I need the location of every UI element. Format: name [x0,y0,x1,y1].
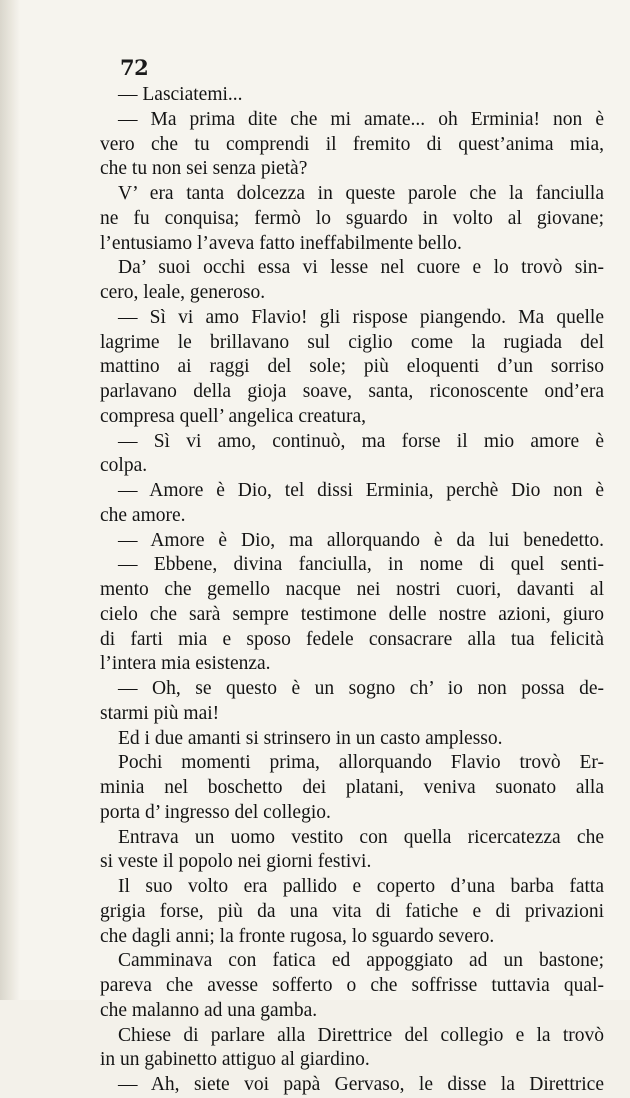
text-line: che tu non sei senza pietà? [100,158,308,180]
text-line: che malanno ad una gamba. [100,999,318,1021]
text-line: Da’ suoi occhi essa vi lesse nel cuore e lo trovò sin- [118,257,604,279]
text-line: Ed i due amanti si strinsero in un casto amplesso. [118,727,503,749]
text-line: — Ma prima dite che mi amate... oh Erminia! non è [118,108,604,130]
text-line: che dagli anni; la fronte rugosa, lo sguardo severo. [100,925,495,947]
text-line: — Oh, se questo è un sogno ch’ io non possa de- [118,678,604,699]
text-line: mattino ai raggi del sole; più eloquenti d’un sorriso [100,356,604,378]
text-line: cero, leale, generoso. [100,282,266,303]
text-line: parlavano della gioja soave, santa, riconoscente ond’era [100,381,604,402]
text-line: porta d’ ingresso del collegio. [100,801,331,823]
text-line: colpa. [100,455,148,477]
text-line: Il suo volto era pallido e coperto d’una barba fatta [118,876,604,897]
page-gutter-shadow [0,0,20,1000]
text-line: — Sì vi amo Flavio! gli rispose piangendo. Ma quelle [118,306,604,328]
text-line: pareva che avesse sofferto o che soffrisse tuttavia qual- [100,975,604,996]
text-line: — Amore è Dio, tel dissi Erminia, perchè Dio non è [118,480,604,501]
text-line: compresa quell’ angelica creatura, [100,405,366,427]
text-line: — Ebbene, divina fanciulla, in nome di quel senti- [118,554,604,576]
text-line: Chiese di parlare alla Direttrice del collegio e la trovò [118,1024,604,1046]
text-line: in un gabinetto attiguo al giardino. [100,1049,370,1071]
text-line: vero che tu comprendi il fremito di quest’anima mia, [100,133,604,155]
text-line: — Ah, siete voi papà Gervaso, le disse la Direttrice [118,1074,604,1095]
body-text [94,83,604,1098]
text-line: cielo che sarà sempre testimone delle nostre azioni, giuro [100,603,604,625]
text-line: che amore. [100,504,186,526]
text-line: ne fu conquisa; fermò lo sguardo in volto al giovane; [100,207,604,229]
text-line: grigia forse, più da una vita di fatiche e di privazioni [100,900,604,922]
text-line: — Amore è Dio, ma allorquando è da lui benedetto. [118,529,604,551]
text-line: lagrime le brillavano sul ciglio come la rugiada del [100,331,604,353]
text-line: si veste il popolo nei giorni festivi. [100,851,372,873]
text-line: Camminava con fatica ed appoggiato ad un bastone; [118,950,604,972]
text-line: starmi più mai! [100,702,220,724]
text-line: minia nel boschetto dei platani, veniva suonato alla [100,777,604,798]
text-line: l’intera mia esistenza. [100,653,271,675]
text-line: l’entusiamo l’aveva fatto ineffabilmente bello. [100,232,462,254]
text-line: — Lasciatemi... [118,84,243,105]
text-line: mento che gemello nacque nei nostri cuori, davanti al [100,579,604,600]
text-line: Pochi momenti prima, allorquando Flavio trovò Er- [118,752,604,774]
text-line: di farti mia e sposo fedele consacrare alla tua felicità [100,628,604,650]
text-line: V’ era tanta dolcezza in queste parole che la fanciulla [118,183,604,204]
text-line: Entrava un uomo vestito con quella ricercatezza che [118,826,604,848]
text-line: — Sì vi amo, continuò, ma forse il mio amore è [118,430,604,452]
page-number: 72 [120,55,149,80]
